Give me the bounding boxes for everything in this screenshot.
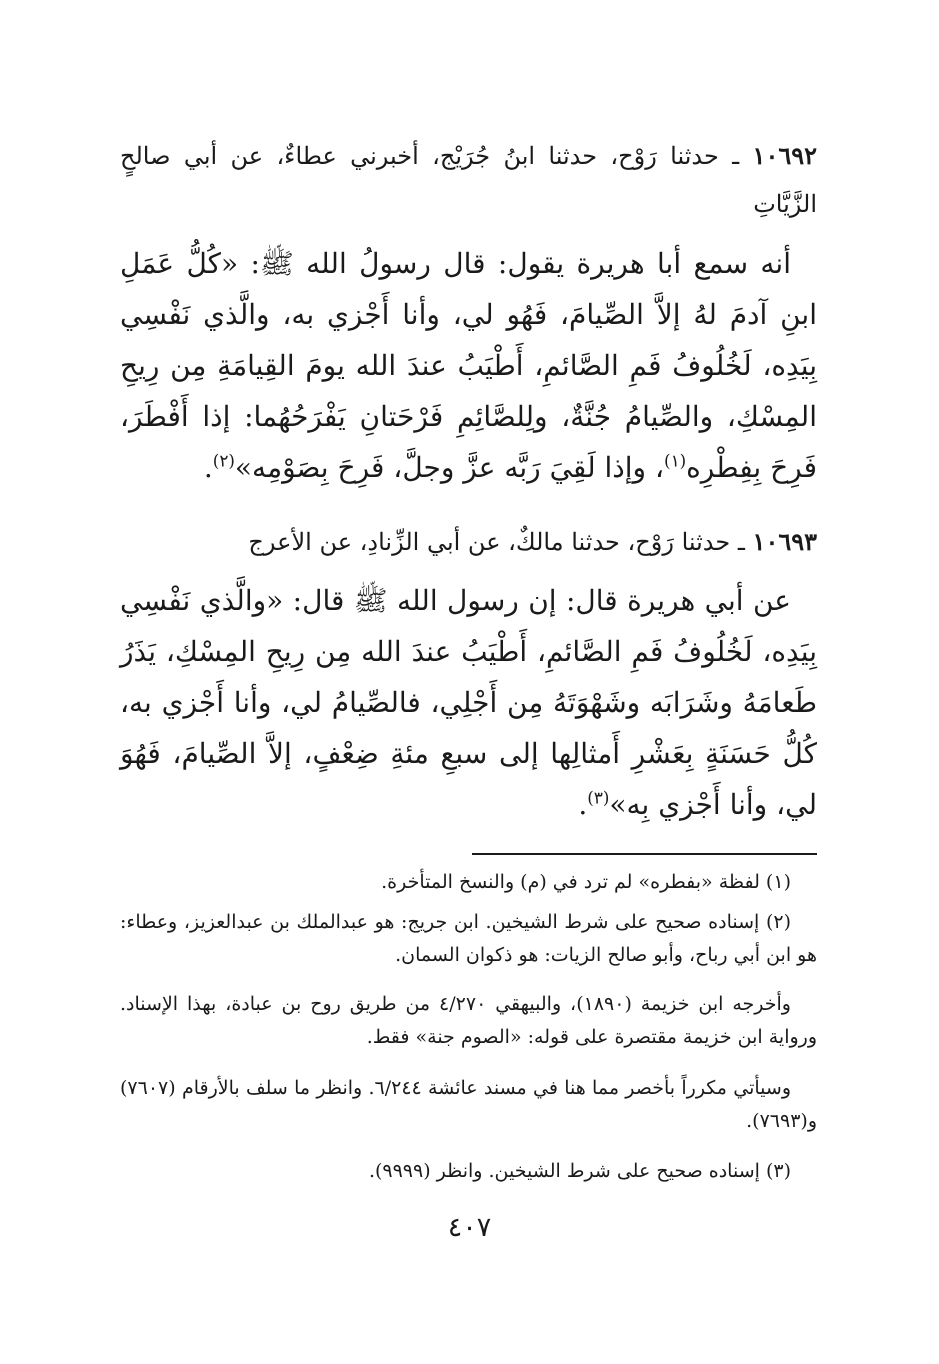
end-dot: . bbox=[578, 788, 588, 821]
matn-text-end: ، وإذا لَقِيَ رَبَّه عزَّ وجلَّ، فَرِحَ بِصَوْمِه» bbox=[234, 451, 664, 484]
footnote-1: (١) لفظة «بفطره» لم ترد في (م) والنسخ المتأخرة. bbox=[381, 871, 791, 893]
hadith-10693-chain bbox=[120, 518, 817, 566]
hadith-10692-matn bbox=[120, 238, 817, 493]
hadith-number: ١٠٦٩٣ bbox=[752, 527, 817, 556]
hadith-10693-matn bbox=[120, 575, 817, 830]
isnad-text: ـ حدثنا رَوْح، حدثنا مالكٌ، عن أبي الزِّنادِ، عن الأعرج bbox=[248, 528, 745, 556]
footnote-marker: (٢) bbox=[212, 450, 235, 471]
hadith-number: ١٠٦٩٢ bbox=[752, 141, 817, 170]
page-number: ٤٠٧ bbox=[447, 1212, 492, 1243]
footnote-2: (٢) إسناده صحيح على شرط الشيخين. ابن جريج: هو عبدالملك بن عبدالعزيز، وعطاء: هو ابن أبي رباح، وأبو صالح الزيات: هو ذكوان السمان. bbox=[120, 911, 817, 966]
footnote-2-continued: وأخرجه ابن خزيمة (١٨٩٠)، والبيهقي ٤/٢٧٠ من طريق روح بن عبادة، بهذا الإسناد. ورواية ابن خزيمة مقتصرة على قوله: «الصوم جنة» فقط. bbox=[120, 993, 817, 1048]
matn-text: أنه سمع أبا هريرة يقول: قال رسولُ الله ﷺ: «كُلُّ عَمَلِ ابنِ آدمَ لهُ إلاَّ الصِّيامَ، فَهُو لي، وأنا أَجْزي به، والَّذي نَفْسِي بِيَدِه، لَخُلُوفُ فَمِ الصَّائمِ، أَطْيَبُ عندَ الله يومَ القِيامَةِ مِن رِيحِ المِسْكِ، والصِّيامُ جُنَّةٌ، ولِلصَّائِمِ فَرْحَتانِ يَفْرَحُهُما: إذا أَفْطَرَ، فَرِحَ بِفِطْرِه bbox=[120, 247, 817, 484]
footnote-2-see-also: وسيأتي مكرراً بأخصر مما هنا في مسند عائشة ٦/٢٤٤. وانظر ما سلف بالأرقام (٧٦٠٧) و(٧٦٩٣). bbox=[120, 1077, 817, 1132]
hadith-10692-chain bbox=[120, 132, 817, 228]
footnote-marker: (١) bbox=[664, 450, 687, 471]
matn-text: عن أبي هريرة قال: إن رسول الله ﷺ قال: «والَّذي نَفْسِي بِيَدِه، لَخُلُوفُ فَمِ الصَّائمِ، أَطْيَبُ عندَ الله مِن رِيحِ المِسْكِ، يَذَرُ طَعامَهُ وشَرَابَه وشَهْوَتَهُ مِن أَجْلِي، فالصِّيامُ لي، وأنا أَجْزي به، كُلُّ حَسَنَةٍ بِعَشْرِ أَمثالِها إلى سبعِ مئةِ ضِعْفٍ، إلاَّ الصِّيامَ، فَهُوَ لي، وأنا أَجْزي بِه» bbox=[120, 584, 817, 821]
isnad-text: ـ حدثنا رَوْح، حدثنا ابنُ جُرَيْج، أخبرني عطاءٌ، عن أبي صالحٍ الزَّيَّاتِ bbox=[120, 142, 817, 218]
end-dot: . bbox=[203, 451, 213, 484]
footnote-marker: (٣) bbox=[587, 787, 610, 808]
footnote-separator bbox=[472, 853, 817, 855]
footnote-3: (٣) إسناده صحيح على شرط الشيخين. وانظر (٩٩٩٩). bbox=[368, 1160, 791, 1182]
